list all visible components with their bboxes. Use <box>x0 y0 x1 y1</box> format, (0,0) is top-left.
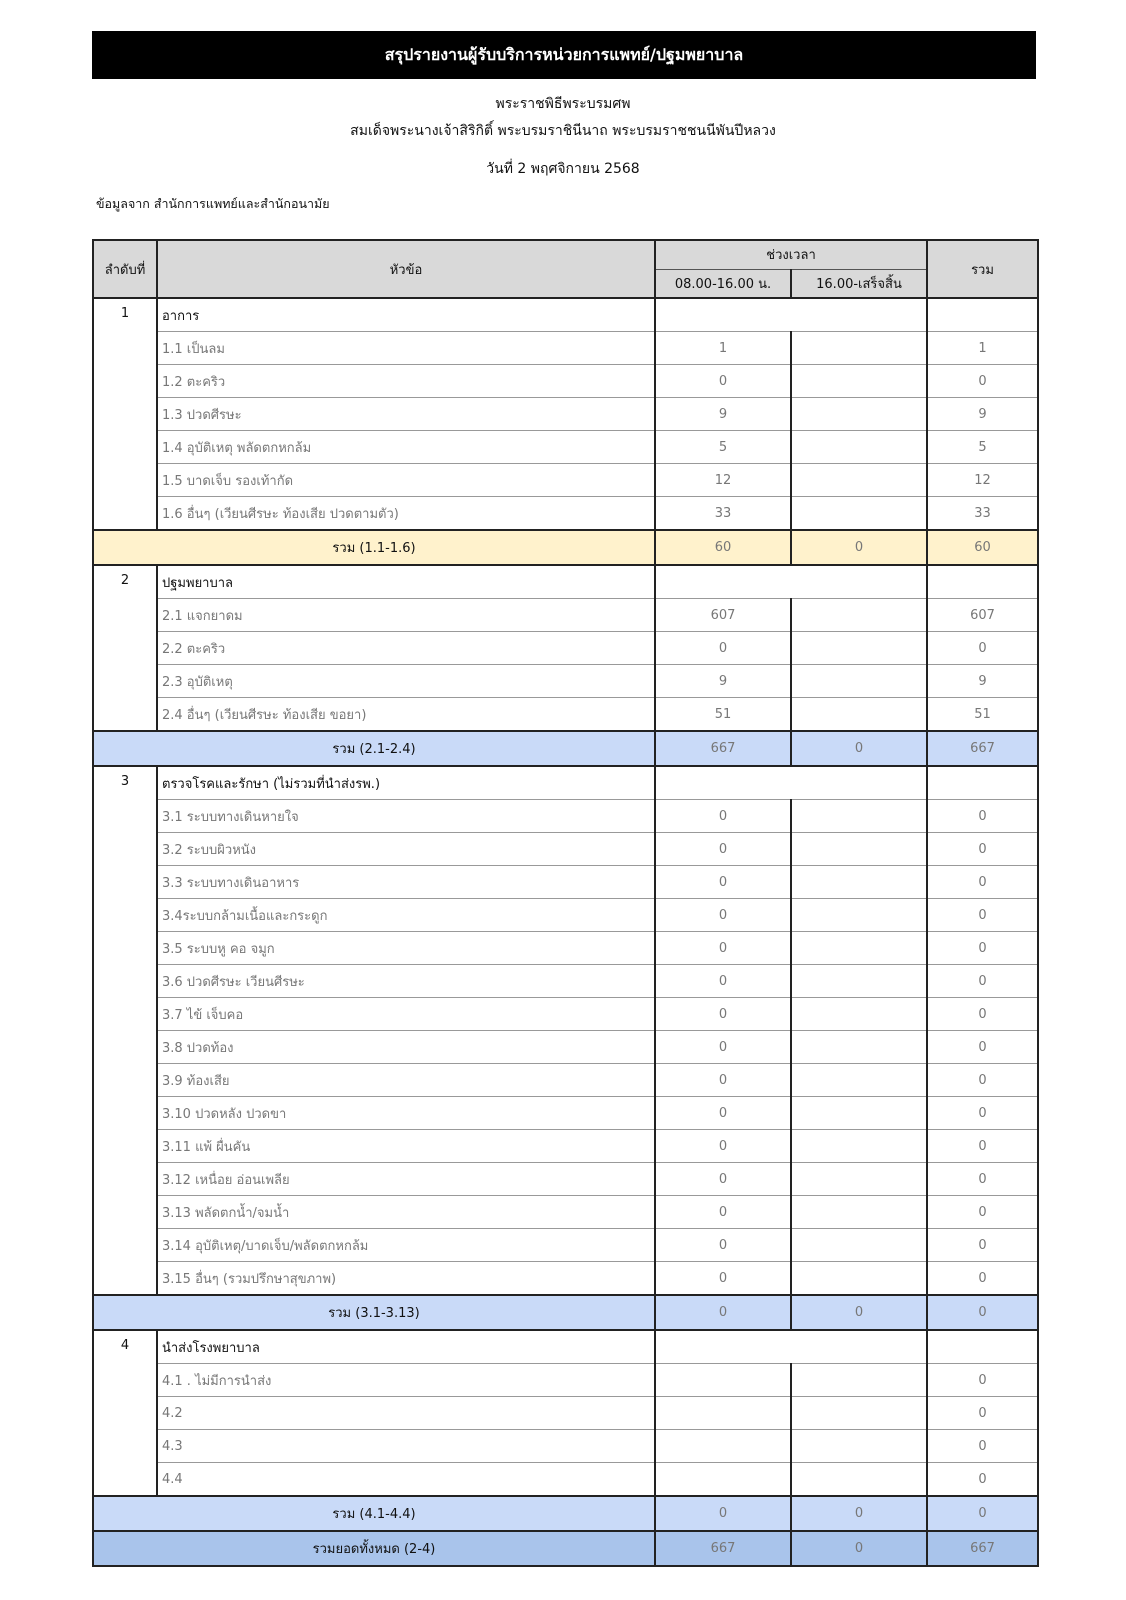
subtotal-day: 0 <box>655 1295 791 1330</box>
report-date: วันที่ 2 พฤศจิกายน 2568 <box>486 161 640 177</box>
item-label: 2.2 ตะคริว <box>157 632 655 665</box>
item-day-count: 0 <box>655 965 791 998</box>
item-label: 4.4 <box>157 1463 655 1497</box>
grand-total-total: 667 <box>927 1531 1038 1566</box>
group-blank <box>655 565 927 599</box>
subtotal-evening: 0 <box>791 530 927 565</box>
subtotal-day: 60 <box>655 530 791 565</box>
item-day-count: 5 <box>655 431 791 464</box>
item-label: 4.1 . ไม่มีการนำส่ง <box>157 1364 655 1397</box>
subtotal-day: 0 <box>655 1496 791 1531</box>
item-evening-count <box>791 398 927 431</box>
item-label: 2.3 อุบัติเหตุ <box>157 665 655 698</box>
item-total: 0 <box>927 1463 1038 1497</box>
subtotal-total: 0 <box>927 1295 1038 1330</box>
item-label: 1.6 อื่นๆ (เวียนศีรษะ ท้องเสีย ปวดตามตัว) <box>157 497 655 531</box>
item-label: 3.9 ท้องเสีย <box>157 1064 655 1097</box>
item-day-count: 9 <box>655 398 791 431</box>
item-total: 0 <box>927 833 1038 866</box>
item-evening-count <box>791 431 927 464</box>
item-label: 1.5 บาดเจ็บ รองเท้ากัด <box>157 464 655 497</box>
subtotal-total: 60 <box>927 530 1038 565</box>
item-label: 4.3 <box>157 1430 655 1463</box>
item-label: 1.3 ปวดศีรษะ <box>157 398 655 431</box>
report-title: สรุปรายงานผู้รับบริการหน่วยการแพทย์/ปฐมพยาบาล <box>92 31 1036 79</box>
table-row <box>93 1262 1038 1296</box>
item-day-count: 0 <box>655 1262 791 1296</box>
item-label: 3.4ระบบกล้ามเนื้อและกระดูก <box>157 899 655 932</box>
item-evening-count <box>791 800 927 833</box>
subtotal-total: 0 <box>927 1496 1038 1531</box>
item-label: 3.1 ระบบทางเดินหายใจ <box>157 800 655 833</box>
group-seq: 3 <box>93 766 157 1295</box>
item-day-count: 0 <box>655 1163 791 1196</box>
item-day-count: 1 <box>655 332 791 365</box>
subtotal-row <box>93 1496 1038 1531</box>
item-day-count: 0 <box>655 932 791 965</box>
item-evening-count <box>791 698 927 732</box>
group-title: ปฐมพยาบาล <box>157 565 655 599</box>
group-blank-total <box>927 766 1038 800</box>
item-evening-count <box>791 1397 927 1430</box>
item-label: 3.13 พลัดตกน้ำ/จมน้ำ <box>157 1196 655 1229</box>
item-label: 3.2 ระบบผิวหนัง <box>157 833 655 866</box>
group-title: นำส่งโรงพยาบาล <box>157 1330 655 1364</box>
item-total: 0 <box>927 1196 1038 1229</box>
item-day-count <box>655 1364 791 1397</box>
item-label: 2.4 อื่นๆ (เวียนศีรษะ ท้องเสีย ขอยา) <box>157 698 655 732</box>
item-evening-count <box>791 1463 927 1497</box>
item-day-count: 0 <box>655 998 791 1031</box>
item-evening-count <box>791 1229 927 1262</box>
table-row <box>93 1430 1038 1463</box>
table-row <box>93 1196 1038 1229</box>
item-label: 1.1 เป็นลม <box>157 332 655 365</box>
item-total: 0 <box>927 632 1038 665</box>
item-day-count: 0 <box>655 1196 791 1229</box>
item-evening-count <box>791 1196 927 1229</box>
item-evening-count <box>791 464 927 497</box>
item-evening-count <box>791 1163 927 1196</box>
subtotal-evening: 0 <box>791 1496 927 1531</box>
item-day-count: 51 <box>655 698 791 732</box>
item-total: 0 <box>927 899 1038 932</box>
item-day-count: 0 <box>655 1229 791 1262</box>
item-total: 607 <box>927 599 1038 632</box>
grand-total-evening: 0 <box>791 1531 927 1566</box>
group-row <box>93 565 1038 599</box>
item-evening-count <box>791 1031 927 1064</box>
header-period-day: 08.00-16.00 น. <box>655 269 791 298</box>
header-period-evening: 16.00-เสร็จสิ้น <box>791 269 927 298</box>
group-row <box>93 298 1038 332</box>
header-topic: หัวข้อ <box>157 240 655 298</box>
header-seq: ลำดับที่ <box>93 240 157 298</box>
item-label: 1.2 ตะคริว <box>157 365 655 398</box>
table-row <box>93 332 1038 365</box>
item-total: 9 <box>927 665 1038 698</box>
subtotal-label: รวม (4.1-4.4) <box>93 1496 655 1531</box>
table-row <box>93 1064 1038 1097</box>
item-evening-count <box>791 965 927 998</box>
item-day-count: 12 <box>655 464 791 497</box>
group-blank <box>655 1330 927 1364</box>
item-total: 0 <box>927 1262 1038 1296</box>
table-row <box>93 698 1038 732</box>
subtotal-label: รวม (2.1-2.4) <box>93 731 655 766</box>
item-total: 0 <box>927 1097 1038 1130</box>
group-title: อาการ <box>157 298 655 332</box>
table-row <box>93 1097 1038 1130</box>
header-period: ช่วงเวลา <box>655 240 927 269</box>
item-evening-count <box>791 1364 927 1397</box>
table-row <box>93 1463 1038 1497</box>
item-label: 3.5 ระบบหู คอ จมูก <box>157 932 655 965</box>
group-title: ตรวจโรคและรักษา (ไม่รวมที่นำส่งรพ.) <box>157 766 655 800</box>
item-total: 0 <box>927 1229 1038 1262</box>
item-total: 0 <box>927 998 1038 1031</box>
table-row <box>93 665 1038 698</box>
table-row <box>93 632 1038 665</box>
royal-name: สมเด็จพระนางเจ้าสิริกิติ์ พระบรมราชินีนาถ พระบรมราชชนนีพันปีหลวง <box>350 123 776 139</box>
group-blank-total <box>927 1330 1038 1364</box>
item-day-count: 0 <box>655 1097 791 1130</box>
item-day-count: 0 <box>655 632 791 665</box>
group-blank-total <box>927 565 1038 599</box>
table-row <box>93 800 1038 833</box>
table-row <box>93 398 1038 431</box>
table-row <box>93 1163 1038 1196</box>
report-table <box>92 239 1039 1567</box>
item-total: 0 <box>927 1430 1038 1463</box>
table-row <box>93 965 1038 998</box>
table-row <box>93 1031 1038 1064</box>
subtotal-evening: 0 <box>791 1295 927 1330</box>
group-blank-total <box>927 298 1038 332</box>
item-day-count: 0 <box>655 1031 791 1064</box>
item-total: 0 <box>927 866 1038 899</box>
item-total: 1 <box>927 332 1038 365</box>
group-blank <box>655 298 927 332</box>
table-row <box>93 998 1038 1031</box>
subtotal-label: รวม (1.1-1.6) <box>93 530 655 565</box>
group-blank <box>655 766 927 800</box>
item-evening-count <box>791 899 927 932</box>
group-seq: 1 <box>93 298 157 530</box>
item-total: 0 <box>927 365 1038 398</box>
item-evening-count <box>791 998 927 1031</box>
item-total: 0 <box>927 932 1038 965</box>
grand-total-label: รวมยอดทั้งหมด (2-4) <box>93 1531 655 1566</box>
item-day-count <box>655 1430 791 1463</box>
subtotal-row <box>93 530 1038 565</box>
item-label: 3.10 ปวดหลัง ปวดขา <box>157 1097 655 1130</box>
item-label: 3.8 ปวดท้อง <box>157 1031 655 1064</box>
item-day-count <box>655 1397 791 1430</box>
item-total: 0 <box>927 1163 1038 1196</box>
table-row <box>93 1364 1038 1397</box>
table-row <box>93 464 1038 497</box>
item-day-count: 607 <box>655 599 791 632</box>
item-evening-count <box>791 497 927 531</box>
table-row <box>93 431 1038 464</box>
group-row <box>93 766 1038 800</box>
item-evening-count <box>791 665 927 698</box>
item-day-count: 0 <box>655 866 791 899</box>
grand-total-day: 667 <box>655 1531 791 1566</box>
table-row <box>93 1130 1038 1163</box>
item-evening-count <box>791 365 927 398</box>
item-total: 0 <box>927 965 1038 998</box>
item-total: 0 <box>927 1130 1038 1163</box>
item-day-count: 33 <box>655 497 791 531</box>
item-total: 0 <box>927 800 1038 833</box>
subtotal-total: 667 <box>927 731 1038 766</box>
item-label: 3.3 ระบบทางเดินอาหาร <box>157 866 655 899</box>
table-row <box>93 1397 1038 1430</box>
item-evening-count <box>791 1430 927 1463</box>
item-label: 3.7 ไข้ เจ็บคอ <box>157 998 655 1031</box>
item-evening-count <box>791 1130 927 1163</box>
subtotal-row <box>93 1295 1038 1330</box>
item-evening-count <box>791 1097 927 1130</box>
table-row <box>93 599 1038 632</box>
item-evening-count <box>791 833 927 866</box>
item-total: 0 <box>927 1397 1038 1430</box>
item-evening-count <box>791 1262 927 1296</box>
subtotal-evening: 0 <box>791 731 927 766</box>
item-total: 0 <box>927 1364 1038 1397</box>
header-total: รวม <box>927 240 1038 298</box>
item-day-count: 9 <box>655 665 791 698</box>
item-day-count <box>655 1463 791 1497</box>
group-row <box>93 1330 1038 1364</box>
table-row <box>93 932 1038 965</box>
item-total: 9 <box>927 398 1038 431</box>
item-label: 3.14 อุบัติเหตุ/บาดเจ็บ/พลัดตกหกล้ม <box>157 1229 655 1262</box>
item-evening-count <box>791 1064 927 1097</box>
item-evening-count <box>791 932 927 965</box>
subtotal-label: รวม (3.1-3.13) <box>93 1295 655 1330</box>
item-day-count: 0 <box>655 833 791 866</box>
subtotal-row <box>93 731 1038 766</box>
grand-total-row <box>93 1531 1038 1566</box>
item-label: 2.1 แจกยาดม <box>157 599 655 632</box>
item-label: 1.4 อุบัติเหตุ พลัดตกหกล้ม <box>157 431 655 464</box>
table-row <box>93 1229 1038 1262</box>
item-evening-count <box>791 599 927 632</box>
table-row <box>93 365 1038 398</box>
table-row <box>93 899 1038 932</box>
item-label: 3.11 แพ้ ผื่นคัน <box>157 1130 655 1163</box>
item-day-count: 0 <box>655 800 791 833</box>
table-row <box>93 833 1038 866</box>
ceremony-title: พระราชพิธีพระบรมศพ <box>495 96 631 112</box>
item-total: 33 <box>927 497 1038 531</box>
item-day-count: 0 <box>655 899 791 932</box>
report-body <box>93 298 1038 1566</box>
item-total: 51 <box>927 698 1038 732</box>
group-seq: 4 <box>93 1330 157 1496</box>
item-day-count: 0 <box>655 1130 791 1163</box>
item-day-count: 0 <box>655 365 791 398</box>
item-day-count: 0 <box>655 1064 791 1097</box>
subtotal-day: 667 <box>655 731 791 766</box>
item-total: 5 <box>927 431 1038 464</box>
table-row <box>93 497 1038 531</box>
item-label: 3.6 ปวดศีรษะ เวียนศีรษะ <box>157 965 655 998</box>
group-seq: 2 <box>93 565 157 731</box>
data-source: ข้อมูลจาก สำนักการแพทย์และสำนักอนามัย <box>96 196 330 211</box>
item-total: 0 <box>927 1031 1038 1064</box>
item-evening-count <box>791 632 927 665</box>
table-row <box>93 866 1038 899</box>
item-total: 12 <box>927 464 1038 497</box>
item-label: 3.12 เหนื่อย อ่อนเพลีย <box>157 1163 655 1196</box>
item-total: 0 <box>927 1064 1038 1097</box>
item-label: 3.15 อื่นๆ (รวมปรึกษาสุขภาพ) <box>157 1262 655 1296</box>
item-label: 4.2 <box>157 1397 655 1430</box>
item-evening-count <box>791 866 927 899</box>
item-evening-count <box>791 332 927 365</box>
